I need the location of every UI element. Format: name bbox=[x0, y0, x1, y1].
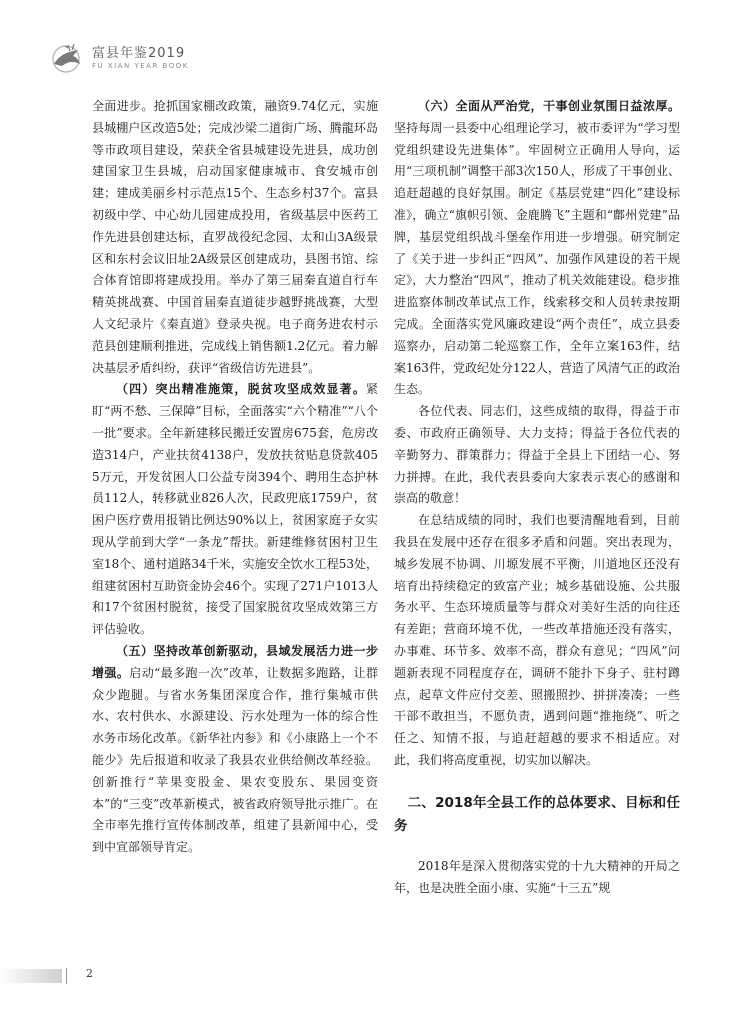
yearbook-subtitle: FU XIAN YEAR BOOK bbox=[92, 61, 189, 70]
section-2-heading: 二、2018年全县工作的总体要求、目标和任务 bbox=[394, 794, 680, 834]
problems-paragraph: 在总结成绩的同时，我们也要清醒地看到，目前我县在发展中还存在很多矛盾和问题。突出表现为，城乡发展不协调、川塬发展不平衡，川道地区还没有培育出持续稳定的致富产业；城乡基础设施、公共服务水平、生态环境质量等与群众对美好生活的向往还有差距；营商环境不优，一些改革措施还没有落实，办事难、环节多、效率不高，群众有意见；“四风”问题新表现不同程度存在，调研不能扑下身子、驻村蹲点，起草文件应付交差、照搬照抄、拼拼凑凑；一些干部不敢担当，不愿负责，遇到问题“推拖绕”、听之任之、知情不报，与追赶超越的要求不相适应。对此，我们将高度重视，切实加以解决。 bbox=[394, 513, 680, 767]
section-4-paragraph bbox=[92, 379, 378, 641]
section-6-paragraph bbox=[394, 96, 680, 401]
section-4-heading: （四）突出精准施策，脱贫攻坚成效显著。 bbox=[116, 382, 366, 397]
section-5-body: 启动“最多跑一次”改革，让数据多跑路，让群众少跑腿。与省水务集团深度合作，推行集城市供水、农村供水、水源建设、污水处理为一体的综合性水务市场化改革。《新华社内参》和《小康路上一个不能少》先后报道和收录了我县农业供给侧改革经验。创新推行“苹果变股金、果农变股东、果园变资本”的“三变”改革新模式，被省政府领导批示推广。在全市率先推行宣传体制改革，组建了县新闻中心，受到中宣部领导肯定。 bbox=[92, 665, 378, 855]
page-number: 2 bbox=[86, 967, 93, 980]
section-6-heading: （六）全面从严治党，干事创业氛围日益浓厚。 bbox=[418, 99, 680, 113]
right-column bbox=[394, 96, 680, 899]
brand-block bbox=[92, 47, 189, 70]
footer-gradient-bar bbox=[0, 969, 62, 983]
footer-divider bbox=[66, 968, 67, 984]
section-4-body: 紧盯“两不愁、三保障”目标，全面落实“六个精准”“八个一批”要求。全年新建移民搬迁安置房675套，危房改造314户，产业扶贫4138户，发放扶贫贴息贷款4055万元，开发贫困人口公益专岗394个、聘用生态护林员112人，转移就业826人次，民政兜底1759户，贫困户医疗费用报销比例达90%以上，贫困家庭子女实现从学前到大学“一条龙”帮扶。新建维修贫困村卫生室18个、通村道路34千米，实施安全饮水工程53处，组建贫困村互助资金协会46个。实现了271户1013人和17个贫困村脱贫，接受了国家脱贫攻坚成效第三方评估验收。 bbox=[92, 382, 378, 637]
left-column bbox=[92, 96, 378, 859]
requirements-paragraph: 2018年是深入贯彻落实党的十九大精神的开局之年，也是决胜全面小康、实施“十三五”规 bbox=[394, 858, 680, 895]
page-header bbox=[46, 38, 189, 78]
section-6-body: 坚持每周一县委中心组理论学习，被市委评为“学习型党组织建设先进集体”。牢固树立正确用人导向，运用“三项机制”调整干部3次150人，形成了干事创业、追赶超越的良好氛围。制定《基层党建“四化”建设标准》，确立“旗帜引领、金鹿腾飞”主题和“鄜州党建”品牌，基层党组织战斗堡垒作用进一步增强。研究制定了《关于进一步纠正“四风”、加强作风建设的若干规定》，大力整治“四风”，推动了机关效能建设。稳步推进监察体制改革试点工作，线索移交和人员转隶按期完成。全面落实党风廉政建设“两个责任”，成立县委巡察办，启动第二轮巡察工作，全年立案163件，结案163件，党政纪处分122人，营造了风清气正的政治生态。 bbox=[394, 120, 680, 397]
thanks-paragraph: 各位代表、同志们，这些成绩的取得，得益于市委、市政府正确领导、大力支持；得益于各位代表的辛勤努力、群策群力；得益于全县上下团结一心、努力拼搏。在此，我代表县委向大家表示衷心的感谢和崇高的敬意！ bbox=[394, 404, 680, 506]
paragraph-continuation: 全面进步。抢抓国家棚改政策，融资9.74亿元，实施县城棚户区改造5处；完成沙梁二道街广场、腾龍环岛等市政项目建设，荣获全省县城建设先进县，成功创建国家卫生县城，启动国家健康城市、食安城市创建；建成美丽乡村示范点15个、生态乡村37个。富县初级中学、中心幼儿园建成投用，省级基层中医药工作先进县创建达标，直罗战役纪念园、太和山3A级景区和东村会议旧址2A级景区创建成功，县图书馆、综合体育馆即将建成投用。举办了第三届秦直道自行车精英挑战赛、中国首届秦直道徒步越野挑战赛，大型人文纪录片《秦直道》登录央视。电子商务进农村示范县创建顺利推进，完成线上销售额1.2亿元。着力解决基层矛盾纠纷，获评“省级信访先进县”。 bbox=[92, 99, 378, 375]
yearbook-title: 富县年鉴2019 bbox=[92, 45, 186, 61]
section-5-heading: （五）坚持改革创新驱动，县域发展活力进一步增强。 bbox=[92, 643, 378, 680]
section-5-paragraph bbox=[92, 641, 378, 859]
deer-logo-icon bbox=[46, 42, 86, 74]
